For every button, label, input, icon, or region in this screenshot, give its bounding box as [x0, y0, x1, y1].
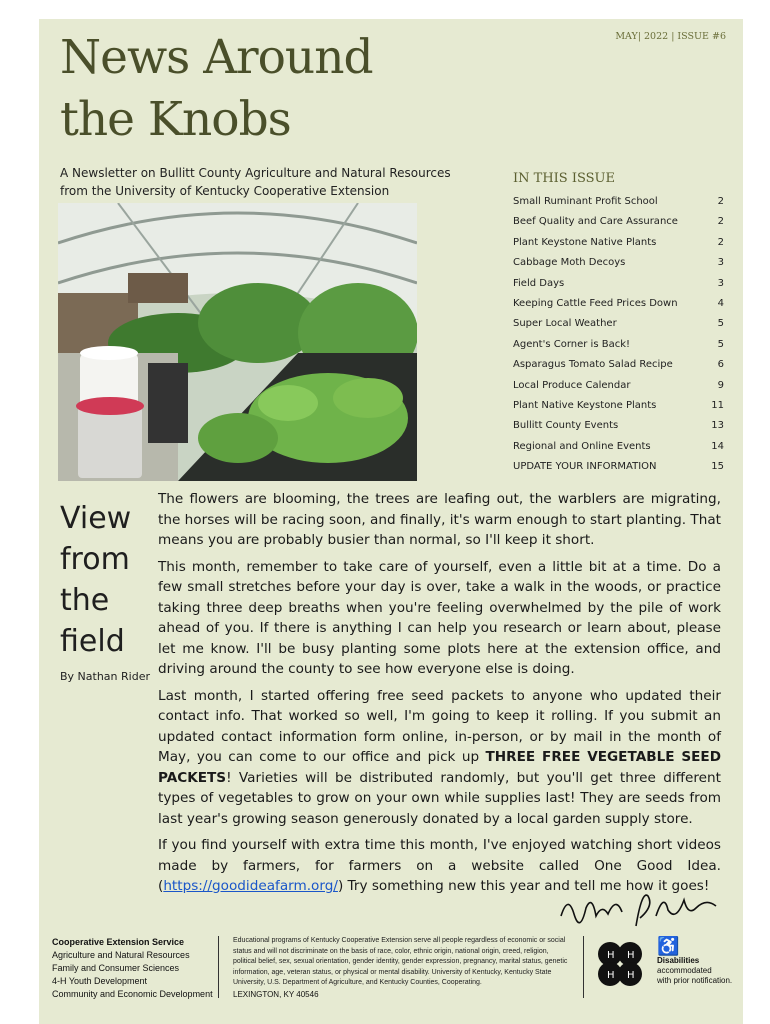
article-byline: By Nathan Rider	[60, 670, 150, 683]
toc-item-label: Cabbage Moth Decoys	[513, 257, 626, 269]
toc-item-page: 15	[711, 461, 724, 473]
toc-item-page: 2	[717, 196, 724, 207]
footer-city: LEXINGTON, KY 40546	[233, 990, 319, 999]
toc-item[interactable]	[513, 376, 724, 396]
svg-text:H: H	[627, 950, 635, 961]
toc-item[interactable]	[513, 274, 724, 294]
good-idea-farm-link[interactable]: https://goodideafarm.org/	[163, 878, 338, 894]
accessibility-line: Disabilities	[657, 956, 700, 965]
paragraph-text: ! Varieties will be distributed randomly, but you'll get three different types of vegetables to grow on your own while supplies last! They are seeds from last year's growing season generously donated by a local garden supply store.	[158, 769, 721, 827]
paragraph	[158, 686, 721, 830]
toc-item-label: Keeping Cattle Feed Prices Down	[513, 297, 678, 309]
article-title-word: from	[60, 542, 130, 577]
toc-item-page: 5	[717, 338, 724, 350]
footer-divider	[583, 936, 584, 998]
footer-program: 4-H Youth Development	[52, 976, 148, 986]
author-signature	[556, 886, 726, 934]
svg-text:H: H	[627, 970, 635, 981]
toc-item[interactable]	[513, 192, 724, 212]
footer-program: Community and Economic Development	[52, 989, 213, 999]
toc-item-page: 14	[711, 440, 724, 452]
footer-program: Family and Consumer Sciences	[52, 963, 180, 973]
toc-item[interactable]	[513, 437, 724, 457]
table-of-contents	[513, 192, 724, 477]
toc-item-page: 11	[711, 399, 724, 411]
paragraph-text: If you find yourself with extra time this month, I've enjoyed watching short videos made by farmers, for farmers on a website called One Good Idea. (	[158, 837, 721, 894]
subtitle-line-2: from the University of Kentucky Cooperative Extension	[60, 184, 390, 198]
paragraph-text: ) Try something new this year and tell me how it goes!	[337, 878, 710, 894]
toc-item-label: Plant Keystone Native Plants	[513, 236, 657, 248]
four-h-clover-icon	[592, 936, 648, 992]
title-line-1: News Around	[60, 30, 373, 85]
toc-item-label: Super Local Weather	[513, 318, 617, 330]
article-title-word: View	[60, 501, 132, 536]
toc-item-label: Small Ruminant Profit School	[513, 196, 658, 207]
greenhouse-photo	[58, 203, 417, 481]
toc-item-page: 2	[717, 236, 724, 248]
paragraph-text: Last month, I started offering free seed packets to anyone who updated their contact info. That worked so well, I'm going to keep it rolling. If you submit an updated contact information form online, in-person, or by mail in the month of May, you can come to our office and pick up	[158, 687, 721, 765]
toc-item-page: 9	[717, 379, 724, 391]
toc-item-page: 4	[717, 297, 724, 309]
issue-date: MAY| 2022 | ISSUE #6	[615, 31, 726, 42]
toc-item-page: 2	[717, 216, 724, 228]
toc-item-page: 3	[717, 277, 724, 289]
toc-item-label: Local Produce Calendar	[513, 379, 631, 391]
subtitle-line-1: A Newsletter on Bullitt County Agriculture and Natural Resources	[60, 166, 451, 180]
toc-item-label: UPDATE YOUR INFORMATION	[513, 461, 657, 473]
footer-programs	[52, 936, 213, 1001]
toc-item[interactable]	[513, 294, 724, 314]
article-title-word: field	[60, 624, 125, 659]
toc-item-label: Asparagus Tomato Salad Recipe	[513, 359, 673, 371]
svg-text:H: H	[607, 950, 615, 961]
toc-item-label: Plant Native Keystone Plants	[513, 399, 657, 411]
title-line-2: the Knobs	[60, 92, 291, 147]
toc-item-label: Regional and Online Events	[513, 440, 651, 452]
toc-item[interactable]	[513, 253, 724, 273]
newsletter-title	[60, 27, 373, 151]
toc-item-label: Field Days	[513, 277, 565, 289]
accessibility-line: with prior notification.	[657, 976, 733, 985]
footer-program: Agriculture and Natural Resources	[52, 950, 190, 960]
toc-item-page: 6	[717, 359, 724, 371]
footer-divider	[218, 936, 219, 998]
toc-item-label: Agent's Corner is Back!	[513, 338, 631, 350]
toc-item-page: 13	[711, 420, 724, 432]
toc-item-label: Bullitt County Events	[513, 420, 619, 432]
toc-item[interactable]	[513, 212, 724, 232]
toc-item-page: 3	[717, 257, 724, 269]
toc-item[interactable]	[513, 396, 724, 416]
nondiscrimination-statement: Educational programs of Kentucky Cooperative Extension serve all people regardless of economic or social status and will not discriminate on the basis of race, color, ethnic origin, national origin, creed, religion, political belief, sex, sexual orientation, gender identity, gender expression, pregnancy, marital status, genetic information, age, veteran status, or physical or mental disability. University of Kentucky, Kentucky State University, U.S. Department of Agriculture, and Kentucky Counties, Cooperating.	[233, 937, 568, 986]
newsletter-subtitle	[60, 164, 480, 200]
accessibility-line: accommodated	[657, 966, 712, 975]
toc-item[interactable]	[513, 314, 724, 334]
paragraph: This month, remember to take care of yourself, even a little bit at a time. Do a few small stretches before your day is over, take a walk in the woods, or practice taking three deep breaths when you're feeling overwhelmed by the pile of work ahead of you. If there is anything I can help you research or learn about, please let me know. I'll be busy planting some plots here at the extension office, and driving around the county to see how everyone else is doing.	[158, 558, 721, 677]
svg-text:H: H	[607, 970, 615, 981]
toc-item[interactable]	[513, 416, 724, 436]
toc-item[interactable]	[513, 457, 724, 477]
toc-item[interactable]	[513, 335, 724, 355]
article-title-word: the	[60, 583, 110, 618]
accessibility-notice	[657, 936, 737, 986]
toc-item[interactable]	[513, 233, 724, 253]
toc-item-page: 5	[717, 318, 724, 330]
seed-packet-offer: THREE FREE VEGETABLE SEED PACKETS	[158, 749, 722, 786]
toc-item[interactable]	[513, 355, 724, 375]
article-title	[60, 498, 131, 662]
article-body	[158, 489, 721, 903]
paragraph: The flowers are blooming, the trees are leafing out, the warblers are migrating, the horses will be racing soon, and finally, it's warm enough to start planting. That means you are probably busier than normal, so I'll keep it short.	[158, 491, 721, 548]
toc-item-label: Beef Quality and Care Assurance	[513, 216, 678, 228]
footer-program: Cooperative Extension Service	[52, 937, 185, 947]
wheelchair-icon: ♿	[657, 936, 680, 956]
toc-heading: IN THIS ISSUE	[513, 171, 615, 186]
